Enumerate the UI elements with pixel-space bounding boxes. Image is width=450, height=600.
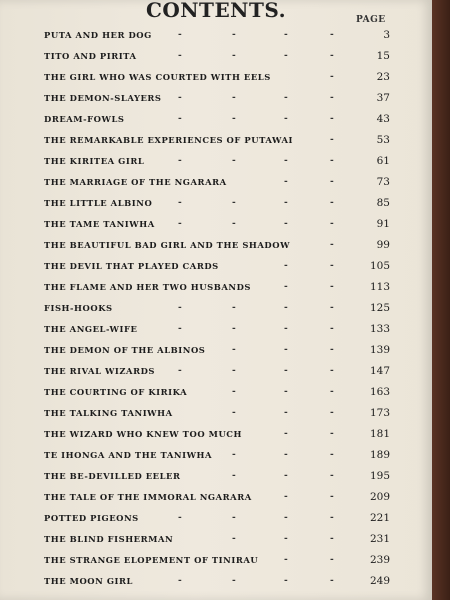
contents-entry — [44, 156, 390, 174]
entry-page-number: 15 — [376, 50, 390, 62]
leader-dash: - — [330, 93, 334, 103]
leader-dash: - — [330, 303, 334, 313]
entry-title: THE TALKING TANIWHA — [44, 408, 173, 418]
leader-dash: - — [284, 387, 288, 397]
leader-dash: - — [330, 492, 334, 502]
entry-page-number: 221 — [369, 512, 390, 524]
entry-title: THE DEMON OF THE ALBINOS — [44, 345, 206, 355]
contents-entry — [44, 429, 390, 447]
entry-page-number: 73 — [376, 176, 390, 188]
entry-page-number: 23 — [376, 71, 390, 83]
leader-dash: - — [232, 471, 236, 481]
entry-page-number: 61 — [376, 155, 390, 167]
entry-title: FISH-HOOKS — [44, 303, 113, 313]
contents-entry — [44, 114, 390, 132]
contents-entry — [44, 345, 390, 363]
leader-dash: - — [232, 156, 236, 166]
entry-page-number: 99 — [376, 239, 390, 251]
leader-dash: - — [284, 198, 288, 208]
entry-page-number: 105 — [369, 260, 390, 272]
leader-dash: - — [330, 30, 334, 40]
leader-dash: - — [232, 114, 236, 124]
contents-entry — [44, 471, 390, 489]
entry-title: THE BEAUTIFUL BAD GIRL AND THE SHADOW — [44, 240, 291, 250]
entry-page-number: 173 — [369, 407, 390, 419]
leader-dash: - — [284, 177, 288, 187]
entry-title: THE TAME TANIWHA — [44, 219, 155, 229]
contents-entry — [44, 324, 390, 342]
entry-title: THE DEVIL THAT PLAYED CARDS — [44, 261, 219, 271]
leader-dash: - — [284, 513, 288, 523]
leader-dash: - — [232, 93, 236, 103]
leader-dash: - — [178, 156, 182, 166]
contents-entry — [44, 450, 390, 468]
leader-dash: - — [232, 324, 236, 334]
leader-dash: - — [284, 261, 288, 271]
contents-entry — [44, 576, 390, 594]
leader-dash: - — [330, 261, 334, 271]
contents-entry — [44, 177, 390, 195]
entry-title: POTTED PIGEONS — [44, 513, 139, 523]
entry-title: THE GIRL WHO WAS COURTED WITH EELS — [44, 72, 271, 82]
leader-dash: - — [330, 576, 334, 586]
contents-entry — [44, 240, 390, 258]
leader-dash: - — [232, 534, 236, 544]
entry-page-number: 195 — [369, 470, 390, 482]
contents-entry — [44, 408, 390, 426]
entry-title: THE COURTING OF KIRIKA — [44, 387, 188, 397]
leader-dash: - — [284, 345, 288, 355]
entry-page-number: 3 — [383, 29, 390, 41]
leader-dash: - — [284, 576, 288, 586]
leader-dash: - — [284, 93, 288, 103]
leader-dash: - — [232, 198, 236, 208]
entry-page-number: 85 — [376, 197, 390, 209]
leader-dash: - — [284, 555, 288, 565]
contents-entry — [44, 282, 390, 300]
leader-dash: - — [232, 345, 236, 355]
leader-dash: - — [330, 324, 334, 334]
entry-title: TE IHONGA AND THE TANIWHA — [44, 450, 213, 460]
leader-dash: - — [330, 534, 334, 544]
entry-title: THE ANGEL-WIFE — [44, 324, 138, 334]
contents-entry — [44, 555, 390, 573]
leader-dash: - — [284, 30, 288, 40]
leader-dash: - — [330, 555, 334, 565]
leader-dash: - — [330, 51, 334, 61]
entry-page-number: 91 — [376, 218, 390, 230]
entry-page-number: 125 — [369, 302, 390, 314]
entry-page-number: 231 — [369, 533, 390, 545]
leader-dash: - — [330, 471, 334, 481]
leader-dash: - — [284, 324, 288, 334]
leader-dash: - — [178, 576, 182, 586]
entry-title: THE TALE OF THE IMMORAL NGARARA — [44, 492, 252, 502]
leader-dash: - — [330, 114, 334, 124]
entry-page-number: 239 — [369, 554, 390, 566]
leader-dash: - — [178, 93, 182, 103]
leader-dash: - — [178, 366, 182, 376]
leader-dash: - — [330, 429, 334, 439]
entry-page-number: 37 — [376, 92, 390, 104]
entry-title: THE MARRIAGE OF THE NGARARA — [44, 177, 227, 187]
leader-dash: - — [330, 198, 334, 208]
entry-title: THE BLIND FISHERMAN — [44, 534, 174, 544]
entry-title: DREAM-FOWLS — [44, 114, 125, 124]
leader-dash: - — [284, 219, 288, 229]
page-title: CONTENTS. — [145, 0, 287, 22]
leader-dash: - — [178, 51, 182, 61]
entry-page-number: 209 — [369, 491, 390, 503]
contents-entry — [44, 93, 390, 111]
leader-dash: - — [330, 450, 334, 460]
entry-title: PUTA AND HER DOG — [44, 30, 152, 40]
leader-dash: - — [178, 303, 182, 313]
leader-dash: - — [178, 513, 182, 523]
entry-page-number: 133 — [369, 323, 390, 335]
leader-dash: - — [232, 513, 236, 523]
leader-dash: - — [330, 135, 334, 145]
leader-dash: - — [330, 240, 334, 250]
entry-title: THE FLAME AND HER TWO HUSBANDS — [44, 282, 252, 292]
contents-entry — [44, 387, 390, 405]
leader-dash: - — [232, 219, 236, 229]
leader-dash: - — [178, 198, 182, 208]
leader-dash: - — [284, 450, 288, 460]
leader-dash: - — [284, 471, 288, 481]
contents-entry — [44, 198, 390, 216]
entry-title: TITO AND PIRITA — [44, 51, 137, 61]
leader-dash: - — [232, 387, 236, 397]
leader-dash: - — [232, 51, 236, 61]
leader-dash: - — [284, 408, 288, 418]
contents-entry — [44, 492, 390, 510]
entry-page-number: 147 — [369, 365, 390, 377]
leader-dash: - — [284, 114, 288, 124]
entry-page-number: 249 — [369, 575, 390, 587]
leader-dash: - — [178, 324, 182, 334]
entry-title: THE BE-DEVILLED EELER — [44, 471, 181, 481]
entry-title: THE STRANGE ELOPEMENT OF TINIRAU — [44, 555, 259, 565]
entry-page-number: 139 — [369, 344, 390, 356]
leader-dash: - — [284, 429, 288, 439]
leader-dash: - — [284, 366, 288, 376]
leader-dash: - — [330, 366, 334, 376]
leader-dash: - — [330, 177, 334, 187]
leader-dash: - — [284, 303, 288, 313]
leader-dash: - — [232, 303, 236, 313]
leader-dash: - — [330, 387, 334, 397]
leader-dash: - — [330, 282, 334, 292]
contents-entry — [44, 72, 390, 90]
leader-dash: - — [284, 156, 288, 166]
leader-dash: - — [284, 282, 288, 292]
leader-dash: - — [330, 156, 334, 166]
contents-entry — [44, 534, 390, 552]
contents-entry — [44, 51, 390, 69]
entry-page-number: 53 — [376, 134, 390, 146]
leader-dash: - — [178, 114, 182, 124]
entry-title: THE WIZARD WHO KNEW TOO MUCH — [44, 429, 242, 439]
entry-page-number: 113 — [369, 281, 390, 293]
entry-page-number: 163 — [369, 386, 390, 398]
leader-dash: - — [232, 450, 236, 460]
leader-dash: - — [232, 576, 236, 586]
leader-dash: - — [284, 534, 288, 544]
page-column-heading: PAGE — [356, 15, 386, 25]
entry-title: THE RIVAL WIZARDS — [44, 366, 156, 376]
leader-dash: - — [330, 219, 334, 229]
entry-page-number: 43 — [376, 113, 390, 125]
leader-dash: - — [330, 72, 334, 82]
entry-title: THE LITTLE ALBINO — [44, 198, 153, 208]
entry-title: THE DEMON-SLAYERS — [44, 93, 162, 103]
leader-dash: - — [178, 219, 182, 229]
leader-dash: - — [178, 30, 182, 40]
entry-page-number: 181 — [369, 428, 390, 440]
entry-title: THE MOON GIRL — [44, 576, 133, 586]
contents-entry — [44, 513, 390, 531]
leader-dash: - — [284, 51, 288, 61]
contents-entry — [44, 30, 390, 48]
contents-entry — [44, 261, 390, 279]
book-edge — [432, 0, 450, 600]
leader-dash: - — [284, 492, 288, 502]
leader-dash: - — [330, 408, 334, 418]
entry-title: THE KIRITEA GIRL — [44, 156, 145, 166]
leader-dash: - — [330, 513, 334, 523]
entry-title: THE REMARKABLE EXPERIENCES OF PUTAWAI — [44, 135, 293, 145]
contents-entry — [44, 219, 390, 237]
contents-entry — [44, 303, 390, 321]
contents-entry — [44, 366, 390, 384]
leader-dash: - — [232, 30, 236, 40]
contents-entry — [44, 135, 390, 153]
leader-dash: - — [330, 345, 334, 355]
leader-dash: - — [232, 408, 236, 418]
leader-dash: - — [232, 366, 236, 376]
entry-page-number: 189 — [369, 449, 390, 461]
